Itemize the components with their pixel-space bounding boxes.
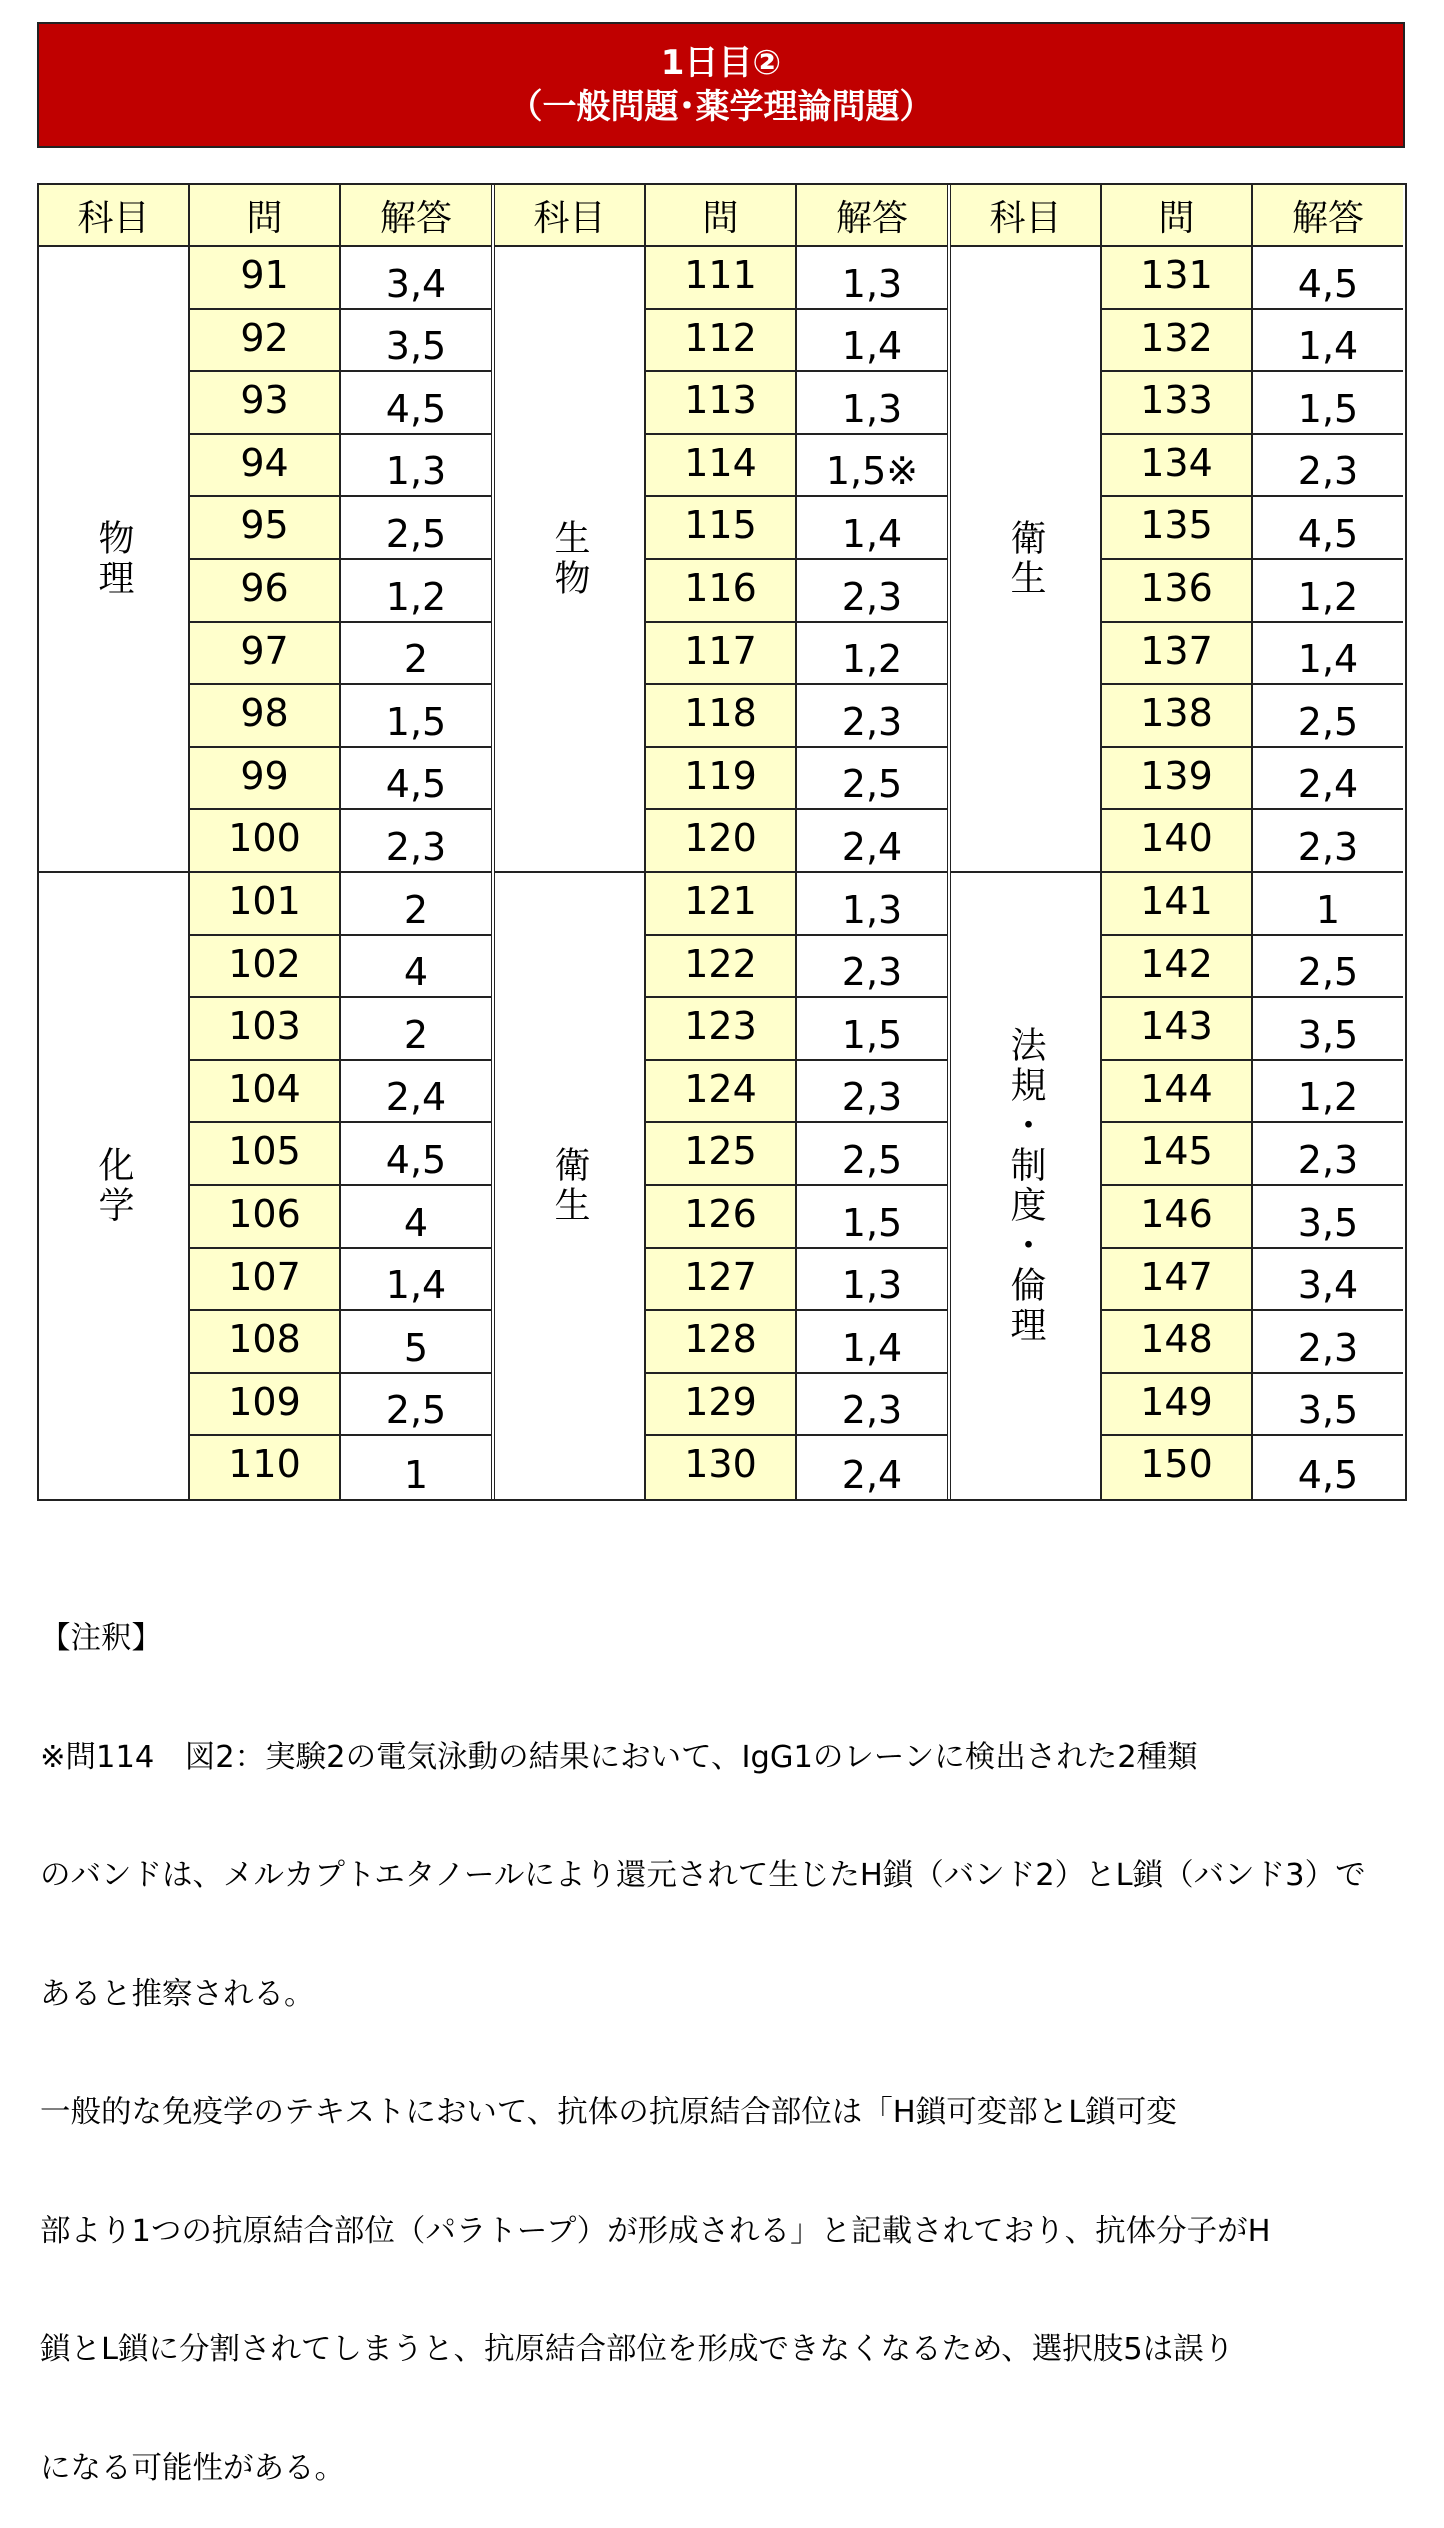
answer-value: 1,5 bbox=[341, 685, 491, 748]
subject-cell: 衛生 bbox=[951, 247, 1102, 873]
answer-value: 2,3 bbox=[1253, 435, 1403, 498]
question-number: 124 bbox=[646, 1061, 797, 1124]
answer-value: 2,4 bbox=[797, 1436, 947, 1499]
subject-cell: 生物 bbox=[495, 247, 646, 873]
question-number: 91 bbox=[190, 247, 341, 310]
question-number: 123 bbox=[646, 998, 797, 1061]
answer-value: 2,3 bbox=[1253, 810, 1403, 873]
question-number: 132 bbox=[1102, 310, 1253, 373]
answer-value: 4,5 bbox=[1253, 497, 1403, 560]
notes-line: 部より1つの抗原結合部位（パラトープ）が形成される」と記載されており、抗体分子がH bbox=[40, 2213, 1271, 2249]
answer-value: 2,3 bbox=[341, 810, 491, 873]
answer-value: 4 bbox=[341, 1186, 491, 1249]
question-number: 135 bbox=[1102, 497, 1253, 560]
question-number: 147 bbox=[1102, 1249, 1253, 1312]
question-number: 98 bbox=[190, 685, 341, 748]
answer-value: 1,5 bbox=[797, 998, 947, 1061]
answer-value: 1,5 bbox=[797, 1186, 947, 1249]
answer-value: 1,4 bbox=[341, 1249, 491, 1312]
answer-value: 1,4 bbox=[1253, 623, 1403, 686]
question-number: 115 bbox=[646, 497, 797, 560]
answer-value: 3,4 bbox=[341, 247, 491, 310]
answer-value: 1,3 bbox=[341, 435, 491, 498]
answer-value: 2,3 bbox=[797, 1061, 947, 1124]
answer-table bbox=[37, 183, 1407, 1501]
header-subject: 科目 bbox=[39, 185, 190, 247]
question-number: 119 bbox=[646, 748, 797, 811]
question-number: 145 bbox=[1102, 1123, 1253, 1186]
subject-cell: 衛生 bbox=[495, 873, 646, 1499]
answer-value: 2,4 bbox=[341, 1061, 491, 1124]
answer-value: 4,5 bbox=[341, 372, 491, 435]
answer-value: 1,4 bbox=[797, 1311, 947, 1374]
answer-value: 3,5 bbox=[1253, 1374, 1403, 1437]
notes-line: あると推察される。 bbox=[40, 1976, 315, 2012]
question-number: 149 bbox=[1102, 1374, 1253, 1437]
header-question: 問 bbox=[646, 185, 797, 247]
answer-value: 2,3 bbox=[797, 685, 947, 748]
question-number: 113 bbox=[646, 372, 797, 435]
question-number: 126 bbox=[646, 1186, 797, 1249]
question-number: 140 bbox=[1102, 810, 1253, 873]
question-number: 133 bbox=[1102, 372, 1253, 435]
question-number: 106 bbox=[190, 1186, 341, 1249]
question-number: 108 bbox=[190, 1311, 341, 1374]
notes-line: 一般的な免疫学のテキストにおいて、抗体の抗原結合部位は「H鎖可変部とL鎖可変 bbox=[40, 2095, 1177, 2130]
answer-value: 1,2 bbox=[1253, 560, 1403, 623]
question-number: 121 bbox=[646, 873, 797, 936]
question-number: 122 bbox=[646, 936, 797, 999]
question-number: 99 bbox=[190, 748, 341, 811]
answer-value: 2,5 bbox=[1253, 936, 1403, 999]
question-number: 96 bbox=[190, 560, 341, 623]
question-number: 109 bbox=[190, 1374, 341, 1437]
header-subject: 科目 bbox=[495, 185, 646, 247]
notes-line: 鎖とL鎖に分割されてしまうと、抗原結合部位を形成できなくなるため、選択肢5は誤り bbox=[40, 2332, 1235, 2367]
question-number: 136 bbox=[1102, 560, 1253, 623]
answer-value: 1,2 bbox=[1253, 1061, 1403, 1124]
answer-value: 2,3 bbox=[797, 1374, 947, 1437]
question-number: 142 bbox=[1102, 936, 1253, 999]
question-number: 150 bbox=[1102, 1436, 1253, 1499]
answer-value: 2,4 bbox=[1253, 748, 1403, 811]
question-number: 144 bbox=[1102, 1061, 1253, 1124]
question-number: 94 bbox=[190, 435, 341, 498]
question-number: 95 bbox=[190, 497, 341, 560]
answer-value: 2,3 bbox=[1253, 1123, 1403, 1186]
question-number: 105 bbox=[190, 1123, 341, 1186]
answer-value: 2,3 bbox=[797, 560, 947, 623]
answer-value: 4,5 bbox=[341, 1123, 491, 1186]
question-number: 114 bbox=[646, 435, 797, 498]
question-number: 93 bbox=[190, 372, 341, 435]
question-number: 112 bbox=[646, 310, 797, 373]
question-number: 130 bbox=[646, 1436, 797, 1499]
question-number: 100 bbox=[190, 810, 341, 873]
answer-value: 4,5 bbox=[341, 748, 491, 811]
title-line-2: （一般問題･薬学理論問題） bbox=[508, 87, 934, 127]
question-number: 131 bbox=[1102, 247, 1253, 310]
answer-value: 3,4 bbox=[1253, 1249, 1403, 1312]
question-number: 138 bbox=[1102, 685, 1253, 748]
question-number: 139 bbox=[1102, 748, 1253, 811]
question-number: 127 bbox=[646, 1249, 797, 1312]
answer-value: 1,5※ bbox=[797, 435, 947, 498]
notes-line: のバンドは、メルカプトエタノールにより還元されて生じたH鎖（バンド2）とL鎖（バンド3）で bbox=[40, 1858, 1366, 1893]
answer-value: 1 bbox=[341, 1436, 491, 1499]
table-block bbox=[491, 185, 947, 1499]
question-number: 92 bbox=[190, 310, 341, 373]
question-number: 107 bbox=[190, 1249, 341, 1312]
answer-value: 1,5 bbox=[1253, 372, 1403, 435]
answer-value: 2,5 bbox=[797, 748, 947, 811]
question-number: 117 bbox=[646, 623, 797, 686]
answer-value: 1,3 bbox=[797, 873, 947, 936]
answer-value: 2,5 bbox=[797, 1123, 947, 1186]
subject-cell: 法規・制度・倫理 bbox=[951, 873, 1102, 1499]
answer-value: 1,2 bbox=[797, 623, 947, 686]
answer-value: 3,5 bbox=[1253, 1186, 1403, 1249]
subject-cell: 化学 bbox=[39, 873, 190, 1499]
answer-value: 2,3 bbox=[1253, 1311, 1403, 1374]
answer-value: 2,5 bbox=[341, 1374, 491, 1437]
subject-cell: 物理 bbox=[39, 247, 190, 873]
question-number: 116 bbox=[646, 560, 797, 623]
answer-value: 2,5 bbox=[341, 497, 491, 560]
answer-value: 1,3 bbox=[797, 247, 947, 310]
question-number: 118 bbox=[646, 685, 797, 748]
question-number: 104 bbox=[190, 1061, 341, 1124]
answer-value: 2 bbox=[341, 623, 491, 686]
table-block bbox=[39, 185, 491, 1499]
answer-value: 2 bbox=[341, 998, 491, 1061]
answer-value: 2,4 bbox=[797, 810, 947, 873]
answer-value: 1,3 bbox=[797, 372, 947, 435]
header-question: 問 bbox=[190, 185, 341, 247]
question-number: 103 bbox=[190, 998, 341, 1061]
header-question: 問 bbox=[1102, 185, 1253, 247]
question-number: 101 bbox=[190, 873, 341, 936]
question-number: 148 bbox=[1102, 1311, 1253, 1374]
answer-value: 2 bbox=[341, 873, 491, 936]
notes-line: ※問114 図2：実験2の電気泳動の結果において、IgG1のレーンに検出された2種類 bbox=[40, 1739, 1198, 1775]
table-block bbox=[947, 185, 1403, 1499]
header-answer: 解答 bbox=[1253, 185, 1403, 247]
question-number: 141 bbox=[1102, 873, 1253, 936]
answer-value: 1,4 bbox=[1253, 310, 1403, 373]
notes-section bbox=[40, 1540, 1410, 2528]
answer-value: 2,5 bbox=[1253, 685, 1403, 748]
title-banner bbox=[37, 22, 1405, 148]
header-answer: 解答 bbox=[341, 185, 491, 247]
question-number: 120 bbox=[646, 810, 797, 873]
answer-value: 5 bbox=[341, 1311, 491, 1374]
question-number: 102 bbox=[190, 936, 341, 999]
answer-value: 4 bbox=[341, 936, 491, 999]
question-number: 146 bbox=[1102, 1186, 1253, 1249]
question-number: 134 bbox=[1102, 435, 1253, 498]
answer-value: 4,5 bbox=[1253, 247, 1403, 310]
header-answer: 解答 bbox=[797, 185, 947, 247]
answer-value: 1,4 bbox=[797, 310, 947, 373]
question-number: 137 bbox=[1102, 623, 1253, 686]
answer-value: 2,3 bbox=[797, 936, 947, 999]
notes-heading: 【注釈】 bbox=[40, 1621, 162, 1656]
question-number: 128 bbox=[646, 1311, 797, 1374]
answer-value: 4,5 bbox=[1253, 1436, 1403, 1499]
question-number: 125 bbox=[646, 1123, 797, 1186]
question-number: 97 bbox=[190, 623, 341, 686]
question-number: 110 bbox=[190, 1436, 341, 1499]
answer-value: 3,5 bbox=[341, 310, 491, 373]
notes-line: になる可能性がある。 bbox=[40, 2450, 345, 2486]
answer-value: 1 bbox=[1253, 873, 1403, 936]
answer-value: 1,4 bbox=[797, 497, 947, 560]
title-line-1: 1日目② bbox=[660, 43, 782, 83]
question-number: 111 bbox=[646, 247, 797, 310]
question-number: 143 bbox=[1102, 998, 1253, 1061]
answer-value: 3,5 bbox=[1253, 998, 1403, 1061]
question-number: 129 bbox=[646, 1374, 797, 1437]
answer-value: 1,3 bbox=[797, 1249, 947, 1312]
header-subject: 科目 bbox=[951, 185, 1102, 247]
answer-value: 1,2 bbox=[341, 560, 491, 623]
